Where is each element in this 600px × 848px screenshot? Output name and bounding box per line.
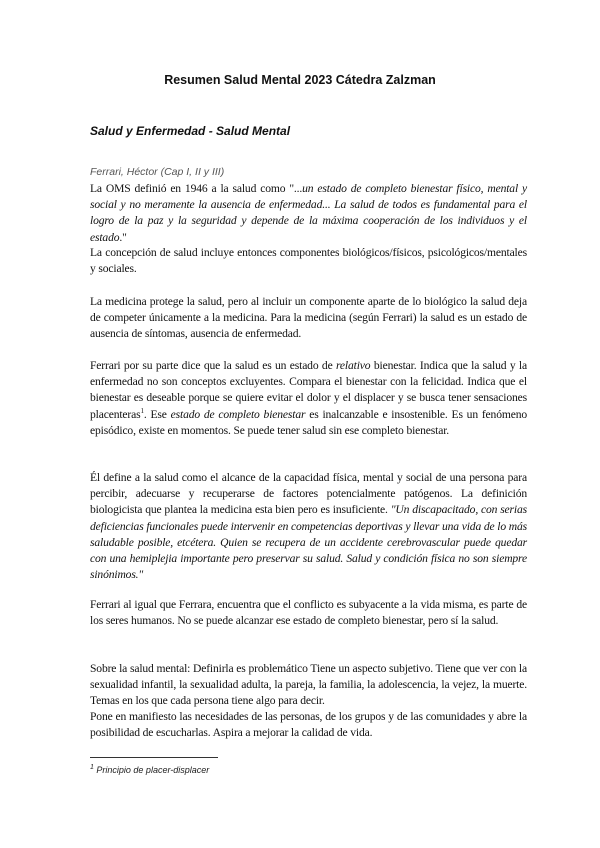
paragraph-ferrari-wellbeing [90,358,527,439]
footnote-marker: 1 [140,406,144,415]
emphasis-completo-bienestar: estado de completo bienestar [170,407,306,421]
paragraph-health-definition [90,470,527,583]
paragraph-text: ." [119,230,127,244]
paragraph-mental-health: Sobre la salud mental: Definirla es problemático Tiene un aspecto subjetivo. Tiene que ver con la sexualidad infantil, la sexualidad adulta, la pareja, la familia, la adolescencia, la vejez, la muerte. Temas en los que cada persona tiene algo para decir. [90,662,527,708]
author-reference: Ferrari, Héctor (Cap I, II y III) [90,166,225,178]
paragraph-needs: Pone en manifiesto las necesidades de las personas, de los grupos y de las comunidades y abre la posibilidad de escucharlas. Aspira a mejorar la calidad de vida. [90,710,527,740]
footnote-divider [90,757,218,758]
footnote-text: Principio de placer-displacer [93,765,210,775]
emphasis-relativo: relativo [336,359,371,372]
paragraph-text: La OMS definió en 1946 a la salud como "... [90,182,303,195]
paragraph-text: Él define a la salud como el alcance de la capacidad física, mental y social de una persona para percibir, adecuarse y recuperarse de factores potencialmente patógenos. La definición biologicista que plantea la medicina esta bien pero es insuficiente. [90,471,527,517]
paragraph-text: bienestar. Indica que la salud y la enfermedad no son conceptos excluyentes. Compara el bienestar con la felicidad. Indica que el bienestar es deseable porque se quiere evitar el dolor y el displacer y se busca tener sensaciones placenteras [90,359,527,421]
paragraph-text: . Ese [143,407,171,421]
paragraph-medicine: La medicina protege la salud, pero al incluir un componente aparte de lo biológico la salud deja de competer únicamente a la medicina. Para la medicina (según Ferrari) la salud es un estado de ausencia de síntomas, ausencia de enfermedad. [90,295,527,341]
section-heading: Salud y Enfermedad - Salud Mental [90,124,291,138]
footnote-number: 1 [90,764,94,771]
paragraph-conflict: Ferrari al igual que Ferrara, encuentra que el conflicto es subyacente a la vida misma, es parte de los seres humanos. No se puede alcanzar ese estado de completo bienestar, pero sí la salud. [90,598,527,628]
paragraph-text: es inalcanzable e insostenible. Es un fenómeno episódico, existe en momentos. Se puede tener salud sin ese completo bienestar. [90,407,527,437]
paragraph-text: Ferrari por su parte dice que la salud es un estado de [90,359,336,372]
paragraph-oms-definition [90,181,527,246]
document-title: Resumen Salud Mental 2023 Cátedra Zalzman [164,73,436,87]
paragraph-health-components: La concepción de salud incluye entonces componentes biológicos/físicos, psicológicos/mentales y sociales. [90,246,527,276]
footnote [90,765,209,775]
quote-disability: "Un discapacitado, con serias deficiencias funcionales puede intervenir en competencias deportivas y llevar una vida de lo más saludable posible, etcétera. Quien se recupera de un accidente cerebrovascular puede quedar con una hemiplejia importante pero preservar su salud. Salud y condición física no son siempre sinónimos." [90,503,527,582]
oms-quote: un estado de completo bienestar físico, mental y social y no meramente la ausencia de enfermedad... La salud de todos es fundamental para el logro de la paz y la seguridad y depende de la máxima cooperación de los individuos y el estado [90,182,527,244]
